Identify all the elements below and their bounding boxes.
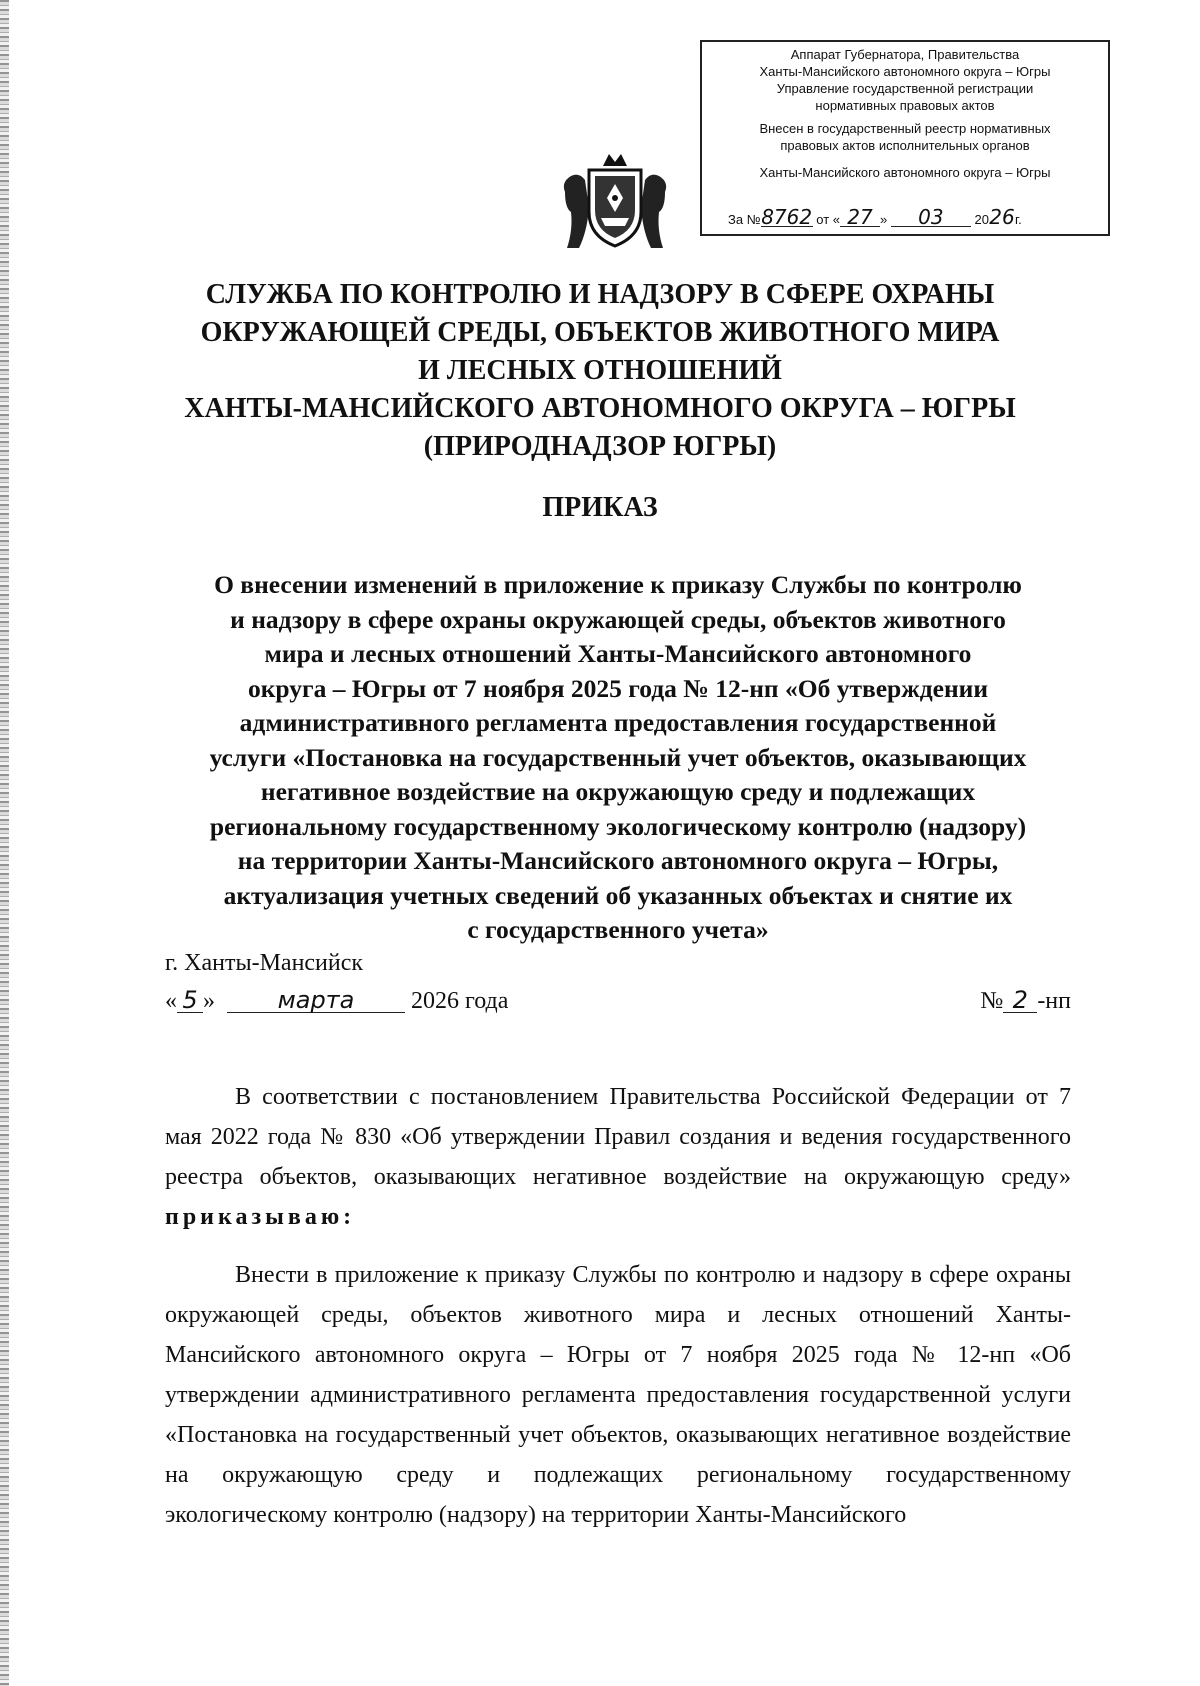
reg-prefix: За № [728, 212, 761, 227]
city: г. Ханты-Мансийск [165, 950, 364, 976]
reg-from: от « [816, 212, 841, 227]
reg-number: 8762 [761, 205, 813, 229]
paragraph-text: Внести в приложение к приказу Службы по контролю и надзору в сфере охраны окружающей среды, объектов животного мира и лесных отношений Ханты-Мансийского автономного округа – Югры от 7 ноября 2025 года № 12-нп «Об утверждении административного регламента предоставления государственной услуги «Постановка на государственный учет объектов, оказывающих негативное воздействие на окружающую среду и подлежащих региональному государственному экологическому контролю (надзору) на территории Ханты-Мансийского [165, 1262, 1071, 1528]
subject-line: с государственного учета» [467, 915, 769, 944]
document-type: ПРИКАЗ [542, 492, 658, 523]
stamp-line: Аппарат Губернатора, Правительства [790, 47, 1020, 62]
date-month: марта [227, 988, 405, 1013]
subject-line: региональному государственному экологическому контролю (надзору) [209, 811, 1027, 841]
stamp-line: Ханты-Мансийского автономного округа – Югры [759, 64, 1051, 79]
stamp-reg-line: Внесен в государственный реестр нормативных [759, 121, 1051, 136]
reg-mid: » [880, 212, 888, 227]
date-line [165, 986, 1071, 1016]
date-open-quote: « [165, 988, 177, 1014]
subject-line: услуги «Постановка на государственный учет объектов, оказывающих [209, 742, 1027, 772]
org-title-line: ХАНТЫ-МАНСИЙСКОГО АВТОНОМНОГО ОКРУГА – ЮГРЫ [184, 393, 1016, 424]
org-title-line: ОКРУЖАЮЩЕЙ СРЕДЫ, ОБЪЕКТОВ ЖИВОТНОГО МИРА [200, 317, 1000, 348]
subject-line: О внесении изменений в приложение к приказу Службы по контролю [214, 570, 1022, 599]
coat-of-arms-icon [559, 152, 671, 252]
subject-line: мира и лесных отношений Ханты-Мансийского автономного [264, 639, 972, 668]
date-day: 5 [177, 988, 203, 1013]
date-close-quote: » [203, 988, 215, 1014]
org-title-line: (ПРИРОДНАДЗОР ЮГРЫ) [423, 431, 777, 462]
subject-line: актуализация учетных сведений об указанных объектах и снятие их [223, 880, 1013, 910]
subject-line: и надзору в сфере охраны окружающей среды, объектов животного [230, 604, 1006, 634]
subject-line: негативное воздействие на окружающую среду и подлежащих [260, 777, 976, 806]
body-paragraph-2 [165, 1255, 1071, 1535]
date-year: 2026 года [411, 988, 509, 1014]
scan-edge [0, 0, 9, 1686]
reg-month: 03 [891, 208, 971, 227]
registration-stamp [700, 40, 1110, 236]
stamp-reg-line: Ханты-Мансийского автономного округа – Югры [759, 165, 1051, 180]
body-paragraph-1 [165, 1077, 1071, 1237]
reg-day: 27 [840, 208, 880, 227]
stamp-registration-number [728, 205, 1098, 229]
stamp-line: нормативных правовых актов [815, 98, 995, 113]
org-title-line: СЛУЖБА ПО КОНТРОЛЮ И НАДЗОРУ В СФЕРЕ ОХРАНЫ [205, 279, 995, 310]
subject-line: округа – Югры от 7 ноября 2025 года № 12-нп «Об утверждении [247, 673, 989, 703]
order-subject [165, 568, 1071, 948]
subject-line: на территории Ханты-Мансийского автономного округа – Югры, [237, 846, 999, 875]
stamp-reg-line: правовых актов исполнительных органов [780, 138, 1030, 153]
reg-year-suffix: г. [1014, 212, 1022, 227]
order-number-value: 2 [1003, 988, 1037, 1013]
order-number-suffix: -нп [1037, 988, 1071, 1014]
reg-year: 26 [989, 205, 1015, 229]
reg-year-prefix: 20 [974, 212, 989, 227]
order-number [980, 986, 1071, 1016]
stamp-line: Управление государственной регистрации [776, 81, 1034, 96]
org-title-line: И ЛЕСНЫХ ОТНОШЕНИЙ [418, 355, 782, 386]
order-number-prefix: № [980, 988, 1004, 1014]
order-command: приказываю: [165, 1204, 356, 1230]
paragraph-text: В соответствии с постановлением Правительства Российской Федерации от 7 мая 2022 года № 830 «Об утверждении Правил создания и ведения государственного реестра объектов, оказывающих негативное воздействие на окружающую среду» [165, 1084, 1071, 1190]
organization-title [120, 276, 1080, 466]
subject-line: административного регламента предоставления государственной [239, 708, 997, 737]
